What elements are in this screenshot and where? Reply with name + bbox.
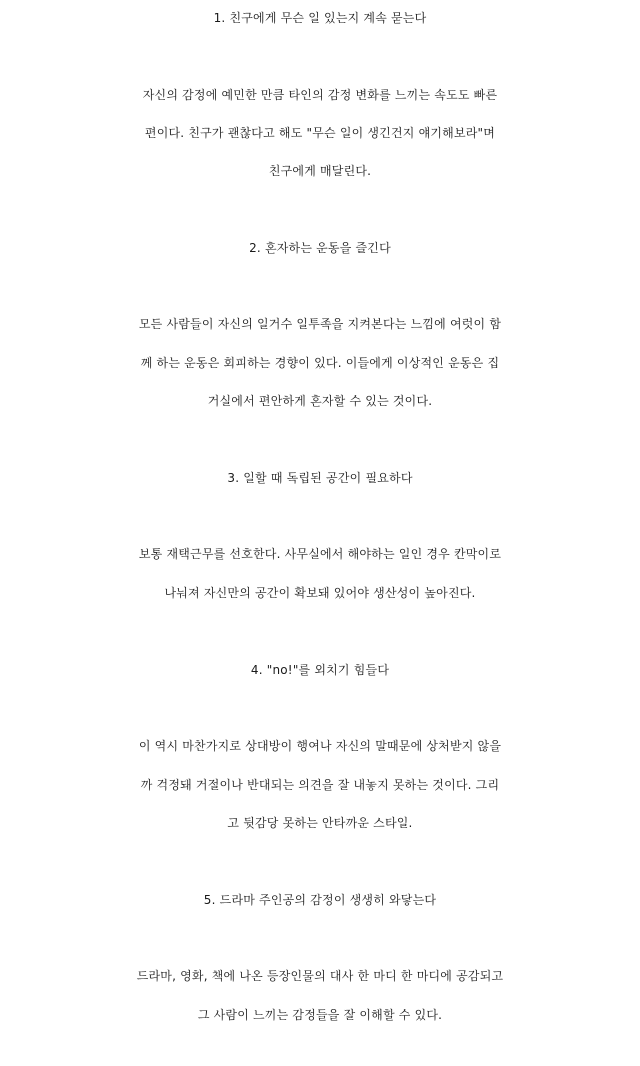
section-4-heading: 4. "no!"를 외치기 힘들다 [250,663,390,677]
section-3-line-2: 나눠져 자신만의 공간이 확보돼 있어야 생산성이 높아진다. [164,586,476,600]
section-4-line-2: 까 걱정돼 거절이나 반대되는 의견을 잘 내놓지 못하는 것이다. 그리 [140,778,500,792]
section-4-line-1: 이 역시 마찬가지로 상대방이 행여나 자신의 말때문에 상처받지 않을 [138,739,502,753]
section-3-line-1: 보통 재택근무를 선호한다. 사무실에서 해야하는 일인 경우 칸막이로 [138,547,502,561]
section-1-heading: 1. 친구에게 무슨 일 있는지 계속 묻는다 [213,11,427,25]
section-2-heading: 2. 혼자하는 운동을 즐긴다 [249,241,391,255]
section-1-line-2: 편이다. 친구가 괜찮다고 해도 "무슨 일이 생긴건지 얘기해보라"며 [144,126,496,140]
section-5-line-1: 드라마, 영화, 책에 나온 등장인물의 대사 한 마디 한 마디에 공감되고 [136,969,504,983]
section-1-line-1: 자신의 감정에 예민한 만큼 타인의 감정 변화를 느끼는 속도도 빠른 [142,88,498,102]
section-3-heading: 3. 일할 때 독립된 공간이 필요하다 [227,471,413,485]
section-1-line-3: 친구에게 매달린다. [268,164,372,178]
section-2-line-3: 거실에서 편안하게 혼자할 수 있는 것이다. [207,394,433,408]
section-4-line-3: 고 뒷감당 못하는 안타까운 스타일. [227,816,413,830]
section-5-heading: 5. 드라마 주인공의 감정이 생생히 와닿는다 [203,893,437,907]
section-5-line-2: 그 사람이 느끼는 감정들을 잘 이해할 수 있다. [197,1008,443,1022]
section-2-line-2: 께 하는 운동은 회피하는 경향이 있다. 이들에게 이상적인 운동은 집 [140,356,500,370]
section-2-line-1: 모든 사람들이 자신의 일거수 일투족을 지켜본다는 느낌에 여럿이 함 [138,317,502,331]
